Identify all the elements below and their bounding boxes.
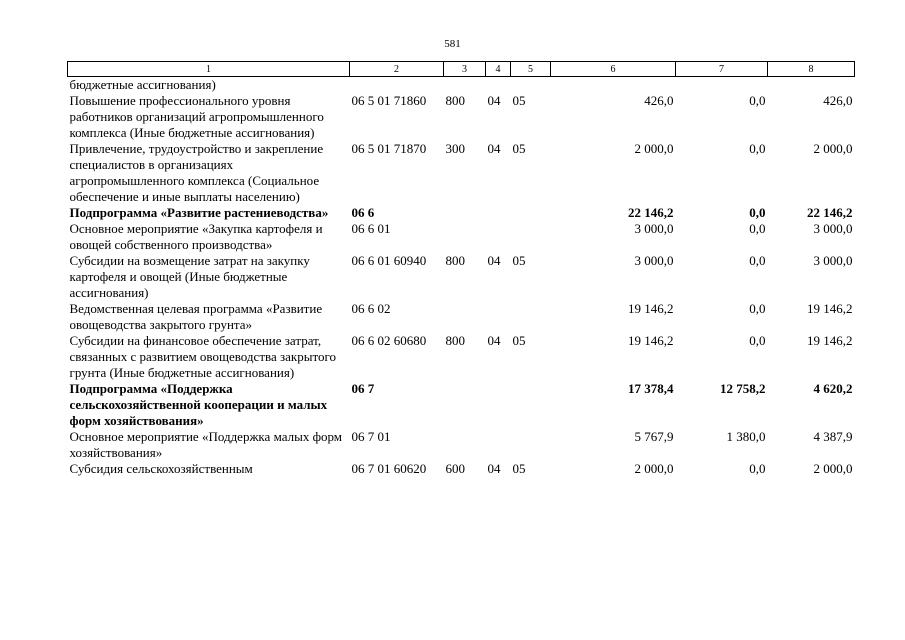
row-description: Основное мероприятие «Поддержка малых форм хозяйствования»: [69, 429, 343, 460]
row-regional-amount: 4 620,2: [813, 381, 853, 396]
row-federal-amount: 0,0: [749, 221, 766, 236]
row-code: 06 6 02: [351, 301, 391, 316]
row-subsection: [511, 429, 551, 461]
header-cell: 4: [486, 62, 511, 77]
row-description: Субсидии на финансовое обеспечение затрат, связанных с развитием овощеводства закрытого грунта (Иные бюджетные ассигнования): [69, 333, 336, 380]
row-total-amount: 2 000,0: [634, 461, 674, 476]
table-row: [68, 381, 855, 429]
header-cell: 2: [350, 62, 444, 77]
row-regional-amount: [768, 77, 855, 94]
row-description: Повышение профессионального уровня работников организаций агропромышленного комплекса (Иные бюджетные ассигнования): [69, 93, 324, 140]
row-federal-amount: 1 380,0: [726, 429, 766, 444]
row-expense-type: 300: [445, 141, 465, 156]
page-number: 581: [444, 38, 461, 50]
table-row: [68, 141, 855, 205]
row-description: Привлечение, трудоустройство и закрепление специалистов в организациях агропромышленного комплекса (Социальное обеспечение и иные выплаты населению): [69, 141, 324, 204]
row-expense-type: [444, 381, 486, 429]
row-total-amount: 19 146,2: [628, 333, 674, 348]
row-expense-type: 600: [445, 461, 465, 476]
row-regional-amount: 426,0: [823, 93, 853, 108]
row-total-amount: 22 146,2: [628, 205, 674, 220]
row-federal-amount: 0,0: [749, 461, 766, 476]
row-description: бюджетные ассигнования): [69, 77, 216, 92]
table-header-row: [68, 62, 855, 77]
table-row: [68, 253, 855, 301]
row-code: 06 6: [351, 205, 375, 220]
table-body: [68, 77, 855, 478]
header-cell: 3: [444, 62, 486, 77]
row-subsection: [511, 221, 551, 253]
row-code: 06 7: [351, 381, 375, 396]
row-code: 06 7 01: [351, 429, 391, 444]
row-code: 06 6 01: [351, 221, 391, 236]
row-federal-amount: 0,0: [749, 333, 766, 348]
row-section: [486, 429, 511, 461]
row-expense-type: [444, 301, 486, 333]
row-subsection: 05: [512, 93, 526, 108]
row-expense-type: [444, 221, 486, 253]
row-section: [486, 221, 511, 253]
row-regional-amount: 3 000,0: [813, 253, 853, 268]
row-total-amount: 19 146,2: [628, 301, 674, 316]
row-code: 06 6 02 60680: [351, 333, 427, 348]
row-total-amount: 3 000,0: [634, 221, 674, 236]
row-regional-amount: 19 146,2: [807, 301, 853, 316]
row-code: 06 5 01 71860: [351, 93, 427, 108]
row-regional-amount: 19 146,2: [807, 333, 853, 348]
row-federal-amount: 0,0: [749, 141, 766, 156]
row-description: Основное мероприятие «Закупка картофеля и овощей собственного производства»: [69, 221, 323, 252]
row-code: [350, 77, 444, 94]
row-description: Подпрограмма «Поддержка сельскохозяйственной кооперации и малых форм хозяйствования»: [69, 381, 328, 428]
row-code: 06 7 01 60620: [351, 461, 427, 476]
row-subsection: [511, 205, 551, 221]
header-cell: 5: [511, 62, 551, 77]
row-total-amount: 3 000,0: [634, 253, 674, 268]
row-section: 04: [487, 93, 501, 108]
row-expense-type: [444, 205, 486, 221]
row-regional-amount: 3 000,0: [813, 221, 853, 236]
table-row: [68, 429, 855, 461]
row-subsection: 05: [512, 333, 526, 348]
row-total-amount: 426,0: [644, 93, 674, 108]
row-subsection: [511, 77, 551, 94]
row-description: Ведомственная целевая программа «Развитие овощеводства закрытого грунта»: [69, 301, 323, 332]
header-cell: 7: [676, 62, 768, 77]
row-regional-amount: 2 000,0: [813, 141, 853, 156]
row-section: 04: [487, 461, 501, 476]
row-regional-amount: 22 146,2: [807, 205, 853, 220]
row-subsection: [511, 301, 551, 333]
row-section: 04: [487, 141, 501, 156]
row-code: 06 5 01 71870: [351, 141, 427, 156]
table-row: [68, 205, 855, 221]
row-federal-amount: 0,0: [749, 301, 766, 316]
row-subsection: 05: [512, 253, 526, 268]
row-code: 06 6 01 60940: [351, 253, 427, 268]
table-row: [68, 461, 855, 477]
row-section: 04: [487, 333, 501, 348]
table-row: [68, 301, 855, 333]
header-cell: 6: [551, 62, 676, 77]
budget-table: [67, 61, 855, 477]
row-subsection: 05: [512, 461, 526, 476]
row-expense-type: 800: [445, 93, 465, 108]
row-federal-amount: 12 758,2: [720, 381, 766, 396]
table-row: [68, 221, 855, 253]
header-cell: 1: [68, 62, 350, 77]
row-total-amount: 5 767,9: [634, 429, 674, 444]
row-subsection: [511, 381, 551, 429]
row-section: [486, 205, 511, 221]
row-regional-amount: 2 000,0: [813, 461, 853, 476]
row-expense-type: 800: [445, 253, 465, 268]
row-expense-type: 800: [445, 333, 465, 348]
row-description: Субсидии на возмещение затрат на закупку картофеля и овощей (Иные бюджетные ассигнования): [69, 253, 310, 300]
row-federal-amount: [676, 77, 768, 94]
row-section: [486, 77, 511, 94]
row-total-amount: [551, 77, 676, 94]
row-description: Подпрограмма «Развитие растениеводства»: [69, 205, 329, 220]
row-federal-amount: 0,0: [749, 205, 766, 220]
row-subsection: 05: [512, 141, 526, 156]
row-expense-type: [444, 77, 486, 94]
row-regional-amount: 4 387,9: [813, 429, 853, 444]
row-total-amount: 17 378,4: [628, 381, 674, 396]
row-section: [486, 381, 511, 429]
row-total-amount: 2 000,0: [634, 141, 674, 156]
table-row: [68, 333, 855, 381]
row-expense-type: [444, 429, 486, 461]
row-section: 04: [487, 253, 501, 268]
header-cell: 8: [768, 62, 855, 77]
table-row: [68, 93, 855, 141]
row-description: Субсидия сельскохозяйственным: [69, 461, 253, 476]
row-federal-amount: 0,0: [749, 93, 766, 108]
table-row: [68, 77, 855, 94]
row-section: [486, 301, 511, 333]
row-federal-amount: 0,0: [749, 253, 766, 268]
